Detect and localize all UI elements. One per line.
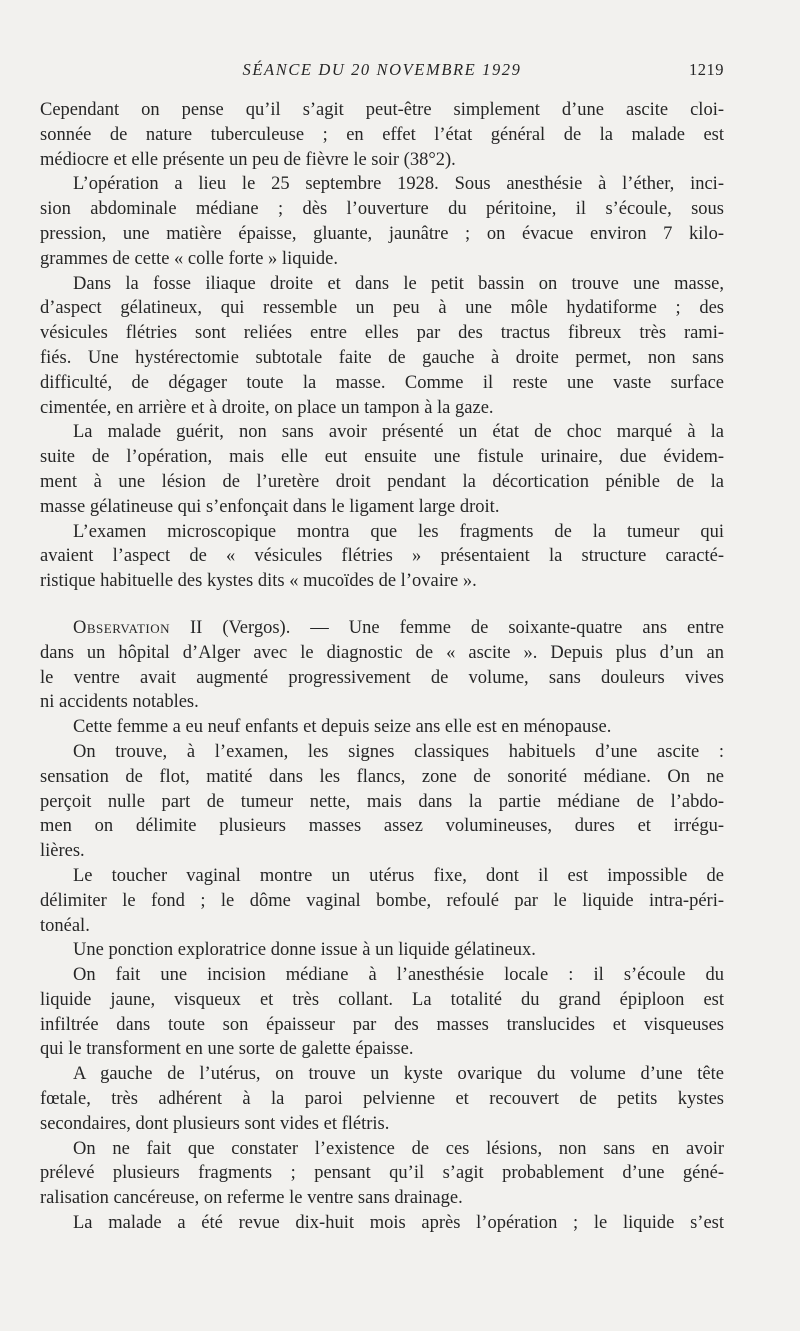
text-line: A gauche de l’utérus, on trouve un kyste ovarique du volume d’une tête — [73, 1064, 724, 1085]
text-line: infiltrée dans toute son épaisseur par des masses translucides et visqueuses — [40, 1014, 724, 1035]
text-line: On fait une incision médiane à l’anesthésie locale : il s’écoule du — [73, 965, 724, 986]
text-line: cimentée, en arrière et à droite, on place un tampon à la gaze. — [40, 397, 494, 418]
text-line: fiés. Une hystérectomie subtotale faite de gauche à droite permet, non sans — [40, 347, 724, 368]
text-line: délimiter le fond ; le dôme vaginal bombe, refoulé par le liquide intra-péri- — [40, 890, 724, 911]
text-line: difficulté, de dégager toute la masse. Comme il reste une vaste surface — [40, 372, 724, 393]
text-line: sion abdominale médiane ; dès l’ouverture du péritoine, il s’écoule, sous — [40, 199, 724, 220]
text-line: grammes de cette « colle forte » liquide. — [40, 248, 338, 269]
text-line: secondaires, dont plusieurs sont vides et flétris. — [40, 1113, 390, 1134]
text-line: médiocre et elle présente un peu de fièvre le soir (38°2). — [40, 149, 456, 170]
text-line: qui le transforment en une sorte de galette épaisse. — [40, 1039, 414, 1060]
text-line: vésicules flétries sont reliées entre elles par des tractus fibreux très rami- — [40, 323, 724, 344]
text-line: Le toucher vaginal montre un utérus fixe, dont il est impossible de — [73, 865, 724, 886]
running-title: SÉANCE DU 20 NOVEMBRE 1929 — [242, 60, 522, 79]
text-line: avaient l’aspect de « vésicules flétries » présentaient la structure caracté- — [40, 546, 724, 567]
section-gap — [40, 594, 724, 616]
text-line: sensation de flot, matité dans les flancs, zone de sonorité médiane. On ne — [40, 766, 724, 787]
text-line: Une ponction exploratrice donne issue à un liquide gélatineux. — [73, 940, 536, 961]
text-line: Dans la fosse iliaque droite et dans le petit bassin on trouve une masse, — [73, 273, 724, 294]
text-line: le ventre avait augmenté progressivement de volume, sans douleurs vives — [40, 667, 724, 688]
text-line: ni accidents notables. — [40, 692, 199, 713]
text-line: dans un hôpital d’Alger avec le diagnostic de « ascite ». Depuis plus d’un an — [40, 642, 724, 663]
text-line: Cependant on pense qu’il s’agit peut-être simplement d’une ascite cloi- — [40, 100, 724, 120]
text-line: ment à une lésion de l’uretère droit pendant la décortication pénible de la — [40, 471, 724, 492]
text-line: suite de l’opération, mais elle eut ensuite une fistule urinaire, due évidem- — [40, 447, 724, 468]
text-line: perçoit nulle part de tumeur nette, mais dans la partie médiane de l’abdo- — [40, 791, 724, 812]
text-line: masse gélatineuse qui s’enfonçait dans le ligament large droit. — [40, 496, 500, 517]
text-line: d’aspect gélatineux, qui ressemble un peu à une môle hydatiforme ; des — [40, 298, 724, 319]
text-line: La malade a été revue dix-huit mois après l’opération ; le liquide s’est — [73, 1213, 724, 1234]
observation-label: Observation — [73, 617, 171, 638]
text-line: sonnée de nature tuberculeuse ; en effet l’état général de la malade est — [40, 124, 724, 145]
text-line: men on délimite plusieurs masses assez volumineuses, dures et irrégu- — [40, 816, 724, 837]
text-line: On trouve, à l’examen, les signes classiques habituels d’une ascite : — [73, 741, 724, 762]
text-line: On ne fait que constater l’existence de ces lésions, non sans en avoir — [73, 1138, 724, 1159]
text-line: L’opération a lieu le 25 septembre 1928. Sous anesthésie à l’éther, inci- — [73, 174, 724, 195]
text-line: prélevé plusieurs fragments ; pensant qu’il s’agit probablement d’une géné- — [40, 1163, 724, 1184]
text-line: lières. — [40, 841, 85, 862]
text-line: liquide jaune, visqueux et très collant. La totalité du grand épiploon est — [40, 989, 724, 1010]
running-header — [40, 60, 724, 84]
text-line: L’examen microscopique montra que les fragments de la tumeur qui — [73, 521, 724, 542]
text-line: pression, une matière épaisse, gluante, jaunâtre ; on évacue environ 7 kilo- — [40, 223, 724, 244]
text-line: fœtale, très adhérent à la paroi pelvienne et recouvert de petits kystes — [40, 1089, 724, 1110]
observation-heading-text: II (Vergos). — Une femme de soixante-quatre ans entre — [170, 617, 724, 638]
text-line: tonéal. — [40, 915, 90, 936]
body-text — [40, 98, 724, 1236]
text-line: ristique habituelle des kystes dits « mucoïdes de l’ovaire ». — [40, 571, 477, 592]
page-number: 1219 — [689, 60, 724, 79]
text-line: Cette femme a eu neuf enfants et depuis seize ans elle est en ménopause. — [73, 717, 612, 738]
text-line: La malade guérit, non sans avoir présenté un état de choc marqué à la — [73, 422, 724, 443]
text-line: ralisation cancéreuse, on referme le ventre sans drainage. — [40, 1188, 463, 1209]
observation-heading-line — [40, 616, 724, 641]
